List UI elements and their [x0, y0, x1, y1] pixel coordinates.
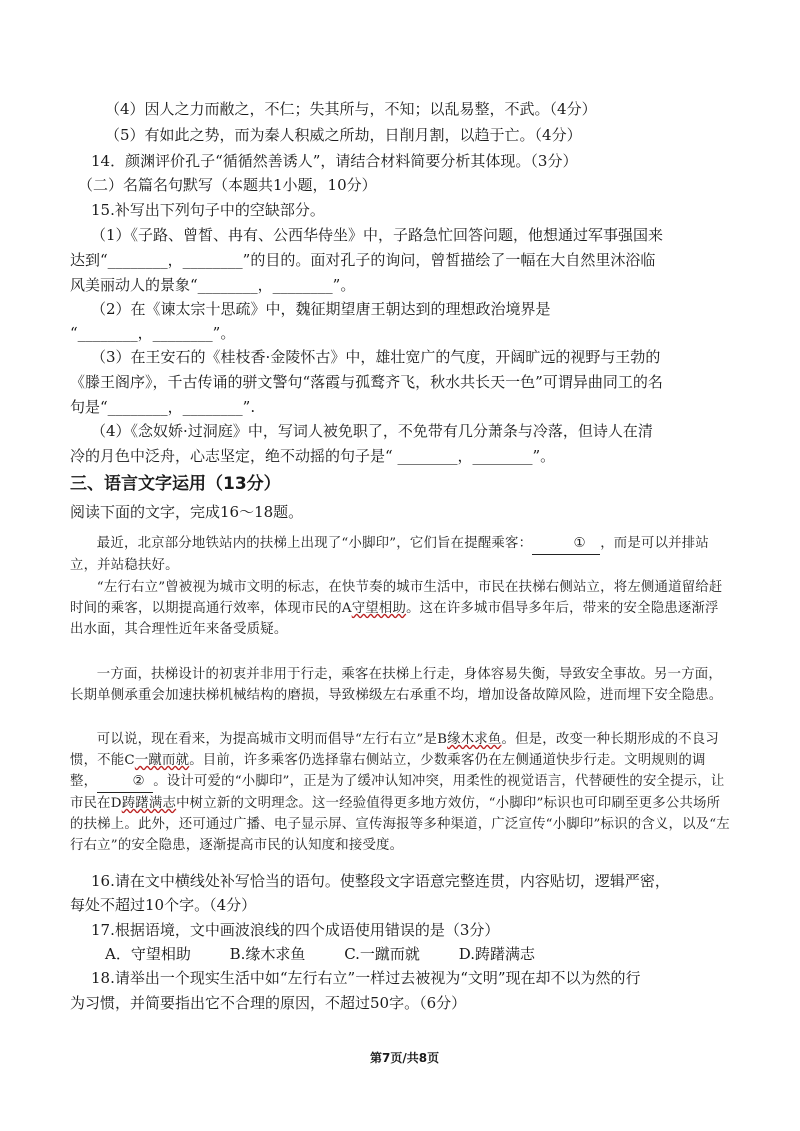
question-18-line-1: 18.请举出一个现实生活中如“左行右立”一样过去被视为“文明”现在却不以为然的行	[91, 969, 641, 987]
question-15-stem: 15.补写出下列句子中的空缺部分。	[91, 201, 325, 219]
blank-2[interactable]: ②	[97, 771, 153, 793]
question-17-stem: 17.根据语境，文中画波浪线的四个成语使用错误的是（3分）	[91, 921, 500, 939]
option-a[interactable]: A．守望相助	[105, 945, 191, 963]
q15-item-1-line-1: （1）《子路、曾皙、冉有、公西华侍坐》中，子路急忙回答问题，他想通过军事强国来	[91, 226, 664, 244]
question-17-options	[105, 944, 569, 964]
q13-item-5: （5）有如此之势，而为秦人积威之所劫，日削月割，以趋于亡。（4分）	[105, 126, 582, 144]
q15-item-2-line-2: “________，________”。	[70, 324, 236, 342]
idiom-c: 一蹴而就	[134, 753, 190, 768]
q15-item-1-line-2: 达到“________，________”的目的。面对孔子的询问，曾皙描绘了一幅在大自然里沐浴临	[70, 251, 656, 269]
question-16-line-2: 每处不超过10个字。（4分）	[70, 896, 257, 914]
q15-item-3-line-2: 《滕王阁序》，千古传诵的骈文警句“落霞与孤鹜齐飞，秋水共长天一色”可谓异曲同工的名	[70, 373, 663, 391]
q15-item-3-line-3: 句是“________，________”.	[70, 398, 256, 416]
passage-paragraph-1: 最近，北京部分地铁站内的扶梯上出现了“小脚印”，它们旨在提醒乘客： ① ，而是可以并排站立，并站稳扶好。	[70, 533, 732, 576]
option-d[interactable]: D.踌躇满志	[458, 945, 535, 963]
section-3-intro: 阅读下面的文字，完成16～18题。	[70, 503, 304, 521]
q15-item-4-line-2: 冷的月色中泛舟，心志坚定，绝不动摇的句子是“ ________，________”。	[70, 447, 556, 465]
passage-paragraph-3: 一方面，扶梯设计的初衷并非用于行走，乘客在扶梯上行走，身体容易失衡，导致安全事故。另一方面，长期单侧承重会加速扶梯机械结构的磨损，导致梯级左右承重不均，增加设备故障风险，进而埋下安全隐患。	[70, 667, 723, 703]
passage-paragraph-2: “左行右立”曾被视为城市文明的标志，在快节奏的城市生活中，市民在扶梯右侧站立，将左侧通道留给赶时间的乘客，以期提高通行效率，体现市民的A守望相助。这在许多城市倡导多年后，带来的安全隐患逐渐浮出水面，其合理性近年来备受质疑。	[70, 580, 723, 637]
passage-paragraph-4: 可以说，现在看来，为提高城市文明而倡导“左行右立”是B缘木求鱼。但是，改变一种长期形成的不良习惯，不能C一蹴而就。目前，许多乘客仍选择靠右侧站立，少数乘客仍在左侧通道快步行走。文明规则的调整， ② 。设计可爱的“小脚印”，正是为了缓冲认知冲突，用柔性的视觉语言，代替硬性的安全提示，让市民在D踌躇满志中树立新的文明理念。这一经验值得更多地方效仿，“小脚印”标识也可印刷至更多公共场所的扶梯上。此外，还可通过广播、电子显示屏、宣传海报等多种渠道，广泛宣传“小脚印”标识的含义，以及“左行右立”的安全隐患，逐渐提高市民的认知度和接受度。	[70, 732, 730, 853]
blank-1[interactable]: ①	[532, 533, 600, 555]
q15-item-1-line-3: 风美丽动人的景象“________，________”。	[70, 276, 356, 294]
section-3-heading: 三、语言文字运用（13分）	[70, 474, 281, 494]
page-number: 第7页/共8页	[370, 1051, 440, 1065]
question-16-line-1: 16.请在文中横线处补写恰当的语句。使整段文字语意完整连贯，内容贴切，逻辑严密，	[91, 872, 670, 890]
idiom-marker-b: B	[437, 732, 448, 747]
question-18-line-2: 为习惯，并简要指出它不合理的原因，不超过50字。（6分）	[70, 994, 467, 1012]
idiom-marker-a: A	[341, 601, 352, 616]
idiom-a: 守望相助	[351, 601, 407, 616]
option-c[interactable]: C.一蹴而就	[344, 945, 420, 963]
q13-item-4: （4）因人之力而敝之，不仁；失其所与，不知；以乱易整，不武。（4分）	[105, 100, 597, 118]
q15-item-2-line-1: （2）在《谏太宗十思疏》中，魏征期望唐王朝达到的理想政治境界是	[91, 300, 551, 318]
idiom-b: 缘木求鱼	[447, 732, 502, 747]
idiom-d: 踌躇满志	[121, 796, 177, 811]
q15-item-4-line-1: （4）《念奴娇·过洞庭》中，写词人被免职了，不免带有几分萧条与冷落，但诗人在清	[91, 422, 653, 440]
option-b[interactable]: B.缘木求鱼	[229, 945, 306, 963]
question-14: 14．颜渊评价孔子“循循然善诱人”，请结合材料简要分析其体现。（3分）	[91, 152, 578, 170]
part2-heading: （二）名篇名句默写（本题共1小题，10分）	[78, 176, 377, 194]
idiom-marker-d: D	[110, 796, 122, 811]
idiom-marker-c: C	[124, 753, 135, 768]
q15-item-3-line-1: （3）在王安石的《桂枝香·金陵怀古》中，雄壮宽广的气度，开阔旷远的视野与王勃的	[91, 348, 661, 366]
